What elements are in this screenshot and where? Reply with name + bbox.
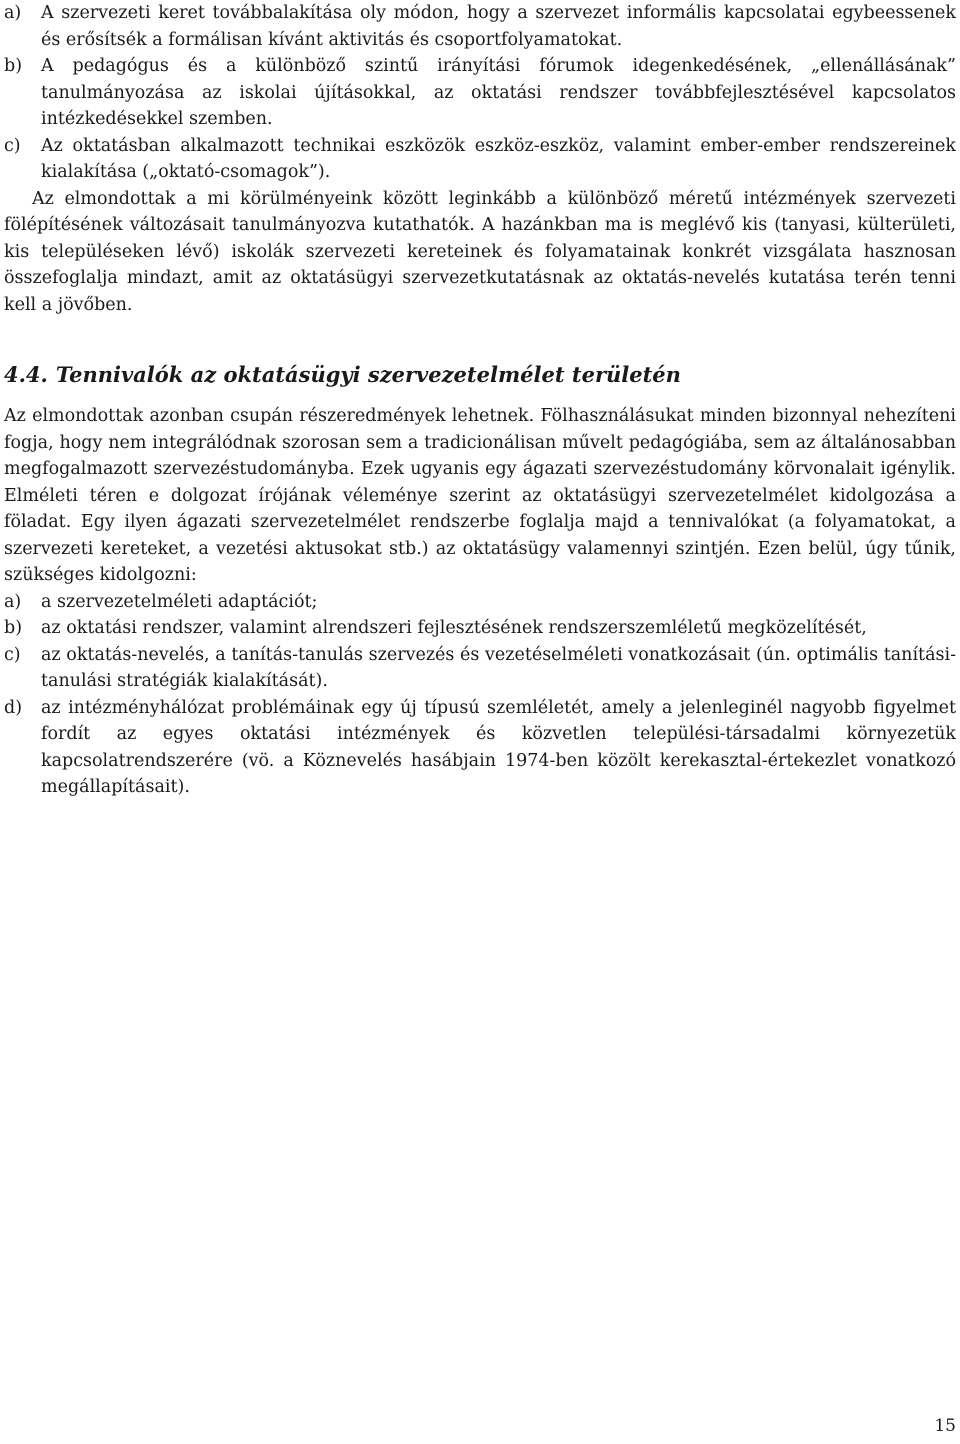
list-item	[4, 695, 956, 801]
list-item-text: Az oktatásban alkalmazott technikai eszközök eszköz-eszköz, valamint ember-ember rendszereinek kialakítása („oktató-csomagok”).	[41, 135, 956, 182]
body-paragraph: Az elmondottak azonban csupán részeredmények lehetnek. Fölhasználásukat minden bizonnyal nehezíteni fogja, hogy nem integrálódnak szorosan sem a tradicionálisan művelt pedagógiába, sem az általánosabban megfogalmazott szervezéstudományba. Ezek ugyanis egy ágazati szervezéstudomány körvonalait igénylik. Elméleti téren e dolgozat írójának véleménye szerint az oktatásügyi szervezetelmélet kidolgozása a föladat. Egy ilyen ágazati szervezetelmélet rendszerbe foglalja majd a tennivalókat (a folyamatokat, a szervezeti kereteket, a vezetési aktusokat stb.) az oktatásügy valamennyi szintjén. Ezen belül, úgy tűnik, szükséges kidolgozni:	[4, 406, 956, 585]
list-item	[4, 642, 956, 695]
section-title: Tennivalók az oktatásügyi szervezetelmélet területén	[55, 362, 681, 387]
list-item-text: az intézményhálózat problémáinak egy új típusú szemléletét, amely a jelenleginél nagyobb figyelmet fordít az egyes oktatási intézmények és közvetlen települési-társadalmi környezetük kapcsolatrendszerére (vö. a Köznevelés hasábjain 1974-ben közölt kerekasztal-értekezlet vonatkozó megállapításait).	[41, 697, 956, 797]
list-item	[4, 133, 956, 186]
list-item	[4, 0, 956, 53]
list-item-label: c)	[4, 135, 21, 156]
list-item	[4, 53, 956, 133]
list-item-label: a)	[4, 3, 22, 23]
list-item-text: az oktatási rendszer, valamint alrendszeri fejlesztésének rendszerszemléletű megközelítését,	[41, 618, 867, 638]
section-number: 4.4.	[4, 362, 48, 387]
list-item-text: A pedagógus és a különböző szintű irányítási fórumok idegenkedésének, „ellenállásának” tanulmányozása az iskolai újításokkal, az oktatási rendszer továbbfejlesztésével kapcsolatos intézkedésekkel szemben.	[41, 56, 956, 129]
page-content	[4, 0, 956, 801]
list-item-label: d)	[4, 697, 23, 718]
list-item-text: a szervezetelméleti adaptációt;	[41, 591, 318, 612]
list-item	[4, 589, 956, 616]
bottom-list	[4, 589, 956, 801]
section-heading	[4, 361, 956, 389]
page-number: 15	[934, 1416, 956, 1436]
list-item	[4, 615, 956, 642]
top-list	[4, 0, 956, 186]
body-paragraph: Az elmondottak a mi körülményeink között leginkább a különböző méretű intézmények szervezeti fölépítésének változásait tanulmányozva kutathatók. A hazánkban ma is meglévő kis (tanyasi, külterületi, kis településeken lévő) iskolák szervezeti kereteinek és folyamatainak konkrét vizsgálata hasznosan összefoglalja mindazt, amit az oktatásügyi szervezetkutatásnak az oktatás-nevelés kutatása terén tenni kell a jövőben.	[4, 188, 956, 315]
list-item-label: b)	[4, 56, 23, 76]
list-item-text: az oktatás-nevelés, a tanítás-tanulás szervezés és vezetéselméleti vonatkozásait (ún. optimális tanítási-tanulási stratégiák kialakítását).	[41, 644, 956, 691]
list-item-label: a)	[4, 591, 22, 612]
list-item-label: c)	[4, 644, 21, 665]
list-item-label: b)	[4, 618, 23, 638]
list-item-text: A szervezeti keret továbbalakítása oly módon, hogy a szervezet informális kapcsolatai egybeessenek és erősítsék a formálisan kívánt aktivitás és csoportfolyamatokat.	[41, 3, 956, 50]
